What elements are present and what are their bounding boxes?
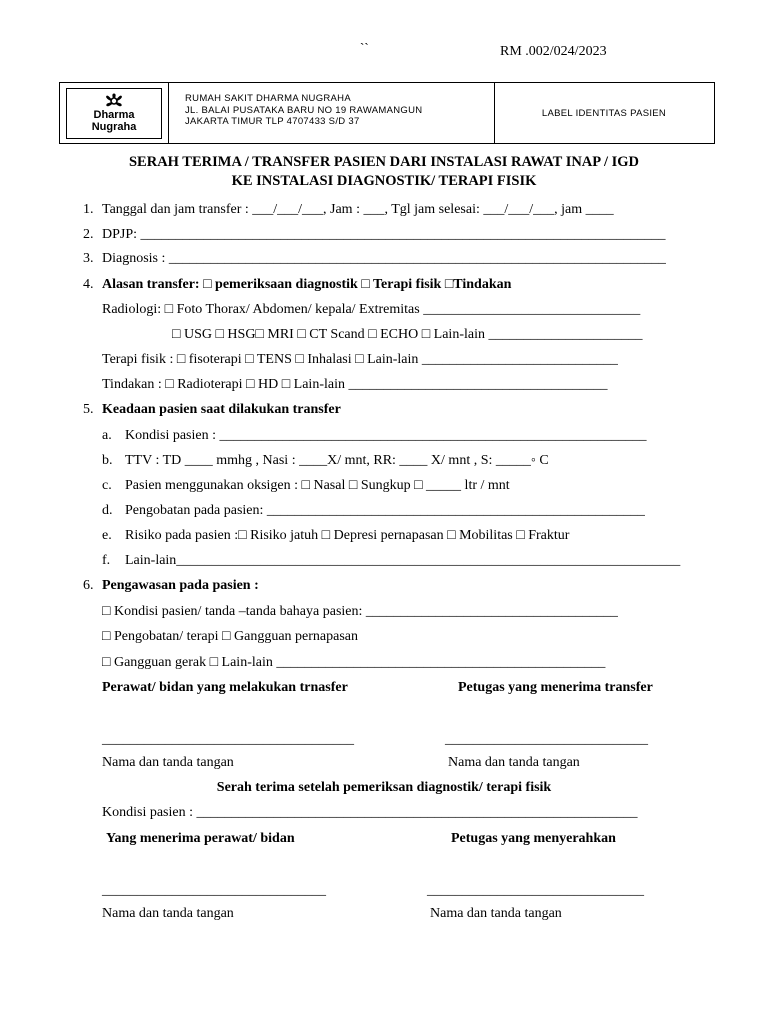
receiver-officer-heading: Petugas yang menerima transfer: [458, 680, 653, 695]
document-header: [59, 82, 715, 144]
item-number-6: 6.: [83, 578, 94, 593]
handover-officer-signature-line[interactable]: _______________________________: [427, 883, 644, 898]
sub-label-e: e.: [102, 528, 112, 543]
medication-field[interactable]: Pengobatan pada pasien: ______________________________________________________: [125, 503, 645, 518]
sub-label-c: c.: [102, 478, 112, 493]
logo-text-line1: Dharma: [93, 109, 135, 121]
hospital-address: JL. BALAI PUSATAKA BARU NO 19 RAWAMANGUN: [185, 104, 423, 116]
sender-signature-caption: Nama dan tanda tangan: [102, 755, 234, 770]
radiology-options-line2[interactable]: □ USG □ HSG□ MRI □ CT Scand □ ECHO □ Lain-lain ______________________: [172, 327, 643, 342]
item-number-4: 4.: [83, 277, 94, 292]
rm-number: RM .002/024/2023: [500, 44, 607, 59]
hospital-logo: [66, 88, 162, 139]
transfer-datetime-field[interactable]: Tanggal dan jam transfer : ___/___/___, Jam : ___, Tgl jam selesai: ___/___/___, jam ____: [102, 202, 614, 217]
monitoring-motion-options[interactable]: □ Gangguan gerak □ Lain-lain _______________________________________________: [102, 655, 606, 670]
patient-label-box: [494, 83, 714, 143]
diagnosis-field[interactable]: Diagnosis : _______________________________________________________________________: [102, 251, 666, 266]
receiver-signature-caption: Nama dan tanda tangan: [448, 755, 580, 770]
procedure-options[interactable]: Tindakan : □ Radioterapi □ HD □ Lain-lain _____________________________________: [102, 377, 608, 392]
post-exam-condition-field[interactable]: Kondisi pasien : _______________________________________________________________: [102, 805, 638, 820]
logo-text-line2: Nugraha: [91, 121, 137, 133]
oxygen-options[interactable]: Pasien menggunakan oksigen : □ Nasal □ Sungkup □ _____ ltr / mnt: [125, 478, 510, 493]
other-field[interactable]: Lain-lain________________________________________________________________________: [125, 553, 681, 568]
section-patient-condition: Keadaan pasien saat dilakukan transfer: [102, 402, 341, 417]
patient-condition-field[interactable]: Kondisi pasien : _____________________________________________________________: [125, 428, 647, 443]
tick-mark: ``: [360, 40, 369, 55]
post-exam-heading: Serah terima setelah pemeriksan diagnostik/ terapi fisik: [216, 780, 552, 795]
item-number-1: 1.: [83, 202, 94, 217]
section-patient-monitoring: Pengawasan pada pasien :: [102, 578, 259, 593]
monitoring-danger-signs[interactable]: □ Kondisi pasien/ tanda –tanda bahaya pasien: ____________________________________: [102, 604, 618, 619]
receiver-nurse-heading: Yang menerima perawat/ bidan: [106, 831, 295, 846]
monitoring-therapy-options[interactable]: □ Pengobatan/ terapi □ Gangguan pernapasan: [102, 629, 358, 644]
receiver-nurse-signature-caption: Nama dan tanda tangan: [102, 906, 234, 921]
hospital-city: JAKARTA TIMUR TLP 4707433 S/D 37: [185, 116, 360, 127]
transfer-reason-options[interactable]: Alasan transfer: □ pemeriksaan diagnostik □ Terapi fisik □Tindakan: [102, 277, 512, 292]
hospital-name: RUMAH SAKIT DHARMA NUGRAHA: [185, 93, 351, 104]
sub-label-f: f.: [102, 553, 111, 568]
dpjp-field[interactable]: DPJP: ___________________________________________________________________________: [102, 227, 666, 242]
item-number-2: 2.: [83, 227, 94, 242]
receiver-nurse-signature-line[interactable]: ________________________________: [102, 883, 326, 898]
form-title-line2: KE INSTALASI DIAGNOSTIK/ TERAPI FISIK: [231, 173, 537, 189]
radiology-options-line1[interactable]: Radiologi: □ Foto Thorax/ Abdomen/ kepala/ Extremitas _______________________________: [102, 302, 641, 317]
receiver-signature-line[interactable]: _____________________________: [445, 732, 648, 747]
sender-nurse-heading: Perawat/ bidan yang melakukan trnasfer: [102, 680, 348, 695]
handover-officer-signature-caption: Nama dan tanda tangan: [430, 906, 562, 921]
item-number-5: 5.: [83, 402, 94, 417]
risk-options[interactable]: Risiko pada pasien :□ Risiko jatuh □ Depresi pernapasan □ Mobilitas □ Fraktur: [125, 528, 570, 543]
handover-officer-heading: Petugas yang menyerahkan: [451, 831, 616, 846]
sub-label-b: b.: [102, 453, 113, 468]
sub-label-d: d.: [102, 503, 113, 518]
vital-signs-field[interactable]: TTV : TD ____ mmhg , Nasi : ____X/ mnt, RR: ____ X/ mnt , S: _____◦ C: [125, 453, 549, 468]
hospital-info: [185, 93, 422, 128]
sender-signature-line[interactable]: ____________________________________: [102, 732, 354, 747]
sub-label-a: a.: [102, 428, 112, 443]
physical-therapy-options[interactable]: Terapi fisik : □ fisoterapi □ TENS □ Inhalasi □ Lain-lain ____________________________: [102, 352, 618, 367]
form-title-line1: SERAH TERIMA / TRANSFER PASIEN DARI INSTALASI RAWAT INAP / IGD: [128, 154, 640, 170]
patient-label-text: LABEL IDENTITAS PASIEN: [541, 107, 667, 119]
flower-logo-icon: [95, 92, 133, 110]
item-number-3: 3.: [83, 251, 94, 266]
